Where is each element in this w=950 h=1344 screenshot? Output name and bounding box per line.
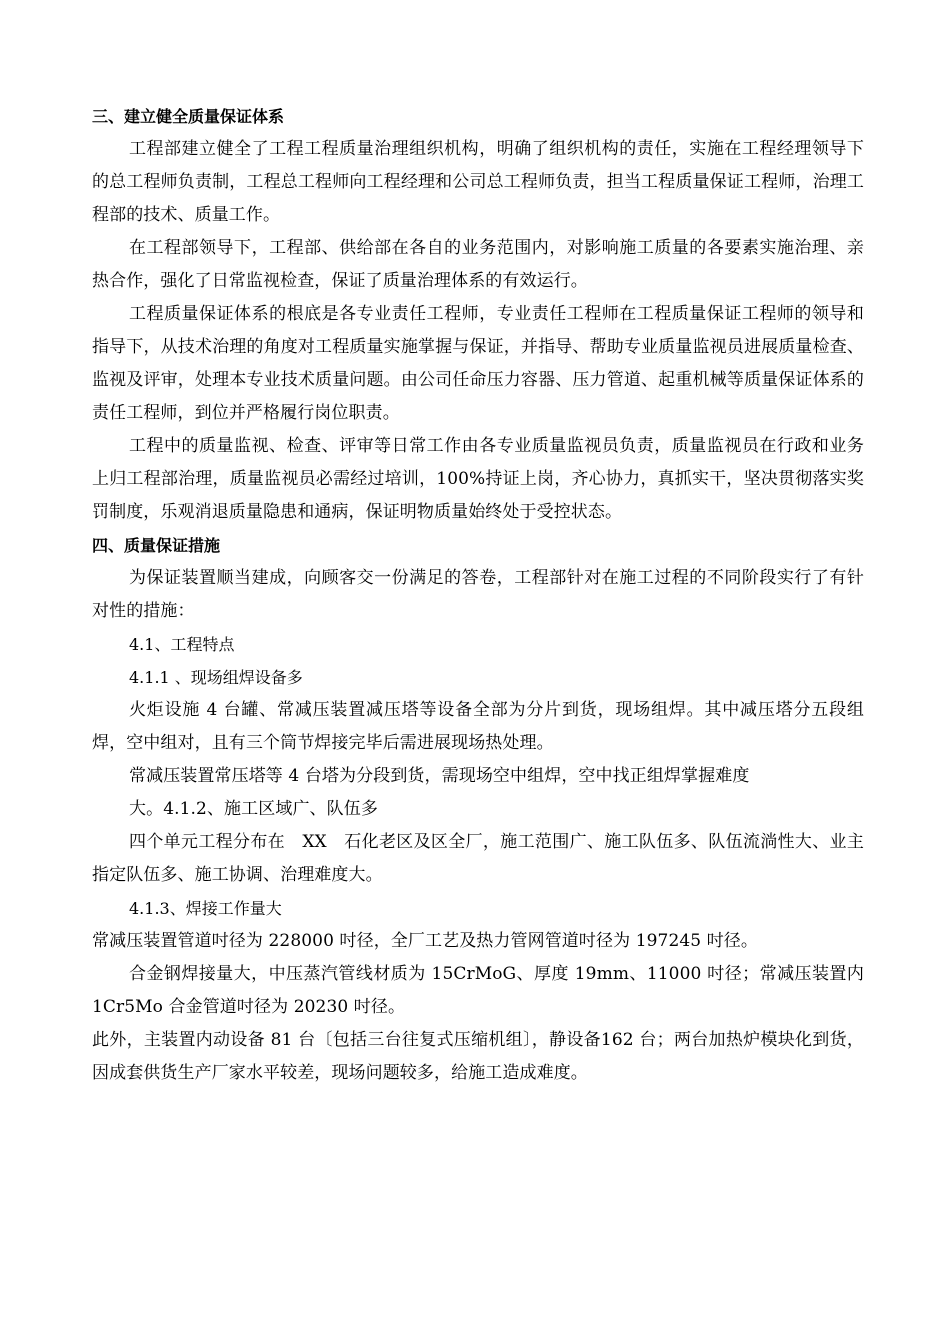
paragraph: 常减压装置常压塔等 4 台塔为分段到货，需现场空中组焊，空中找正组焊掌握难度 xyxy=(129,766,750,786)
section-4-heading: 四、质量保证措施 xyxy=(92,536,221,555)
subsection-4-1-heading: 4.1、工程特点 xyxy=(129,635,235,654)
subsection-4-1-3-heading: 4.1.3、焊接工作量大 xyxy=(129,899,282,918)
paragraph: 大。4.1.2、施工区域广、队伍多 xyxy=(129,799,378,819)
paragraph: 为保证装置顺当建成，向顾客交一份满足的答卷，工程部针对在施工过程的不同阶段实行了有针对性的措施： xyxy=(92,568,864,621)
paragraph: 常减压装置管道吋径为 228000 吋径，全厂工艺及热力管网管道吋径为 197245 吋径。 xyxy=(92,931,759,951)
subsection-4-1-1-heading: 4.1.1 、现场组焊设备多 xyxy=(129,668,303,687)
paragraph: 火炬设施 4 台罐、常减压装置减压塔等设备全部为分片到货，现场组焊。其中减压塔分五段组焊，空中组对，且有三个筒节焊接完毕后需进展现场热处理。 xyxy=(92,700,864,753)
document-page xyxy=(92,100,864,1090)
paragraph: 工程中的质量监视、检查、评审等日常工作由各专业质量监视员负责，质量监视员在行政和业务上归工程部治理，质量监视员必需经过培训，100%持证上岗，齐心协力，真抓实干，坚决贯彻落实奖罚制度，乐观消退质量隐患和通病，保证明物质量始终处于受控状态。 xyxy=(92,436,864,522)
section-3-heading: 三、建立健全质量保证体系 xyxy=(92,107,285,126)
paragraph: 合金钢焊接量大，中压蒸汽管线材质为 15CrMoG、厚度 19mm、11000 吋径；常减压装置内 1Cr5Mo 合金管道吋径为 20230 吋径。 xyxy=(92,964,864,1017)
paragraph: 工程部建立健全了工程工程质量治理组织机构，明确了组织机构的责任，实施在工程经理领导下的总工程师负责制，工程总工程师向工程经理和公司总工程师负责，担当工程质量保证工程师，治理工程部的技术、质量工作。 xyxy=(92,139,864,225)
paragraph: 工程质量保证体系的根底是各专业责任工程师，专业责任工程师在工程质量保证工程师的领导和指导下，从技术治理的角度对工程质量实施掌握与保证，并指导、帮助专业质量监视员进展质量检查、监视及评审，处理本专业技术质量问题。由公司任命压力容器、压力管道、起重机械等质量保证体系的责任工程师，到位并严格履行岗位职责。 xyxy=(92,304,864,423)
paragraph: 四个单元工程分布在 XX 石化老区及区全厂，施工范围广、施工队伍多、队伍流淌性大、业主指定队伍多、施工协调、治理难度大。 xyxy=(92,832,864,885)
paragraph: 在工程部领导下，工程部、供给部在各自的业务范围内，对影响施工质量的各要素实施治理、亲热合作，强化了日常监视检查，保证了质量治理体系的有效运行。 xyxy=(92,238,864,291)
paragraph: 此外，主装置内动设备 81 台〔包括三台往复式压缩机组〕，静设备162 台；两台加热炉模块化到货，因成套供货生产厂家水平较差，现场问题较多，给施工造成难度。 xyxy=(92,1030,864,1083)
